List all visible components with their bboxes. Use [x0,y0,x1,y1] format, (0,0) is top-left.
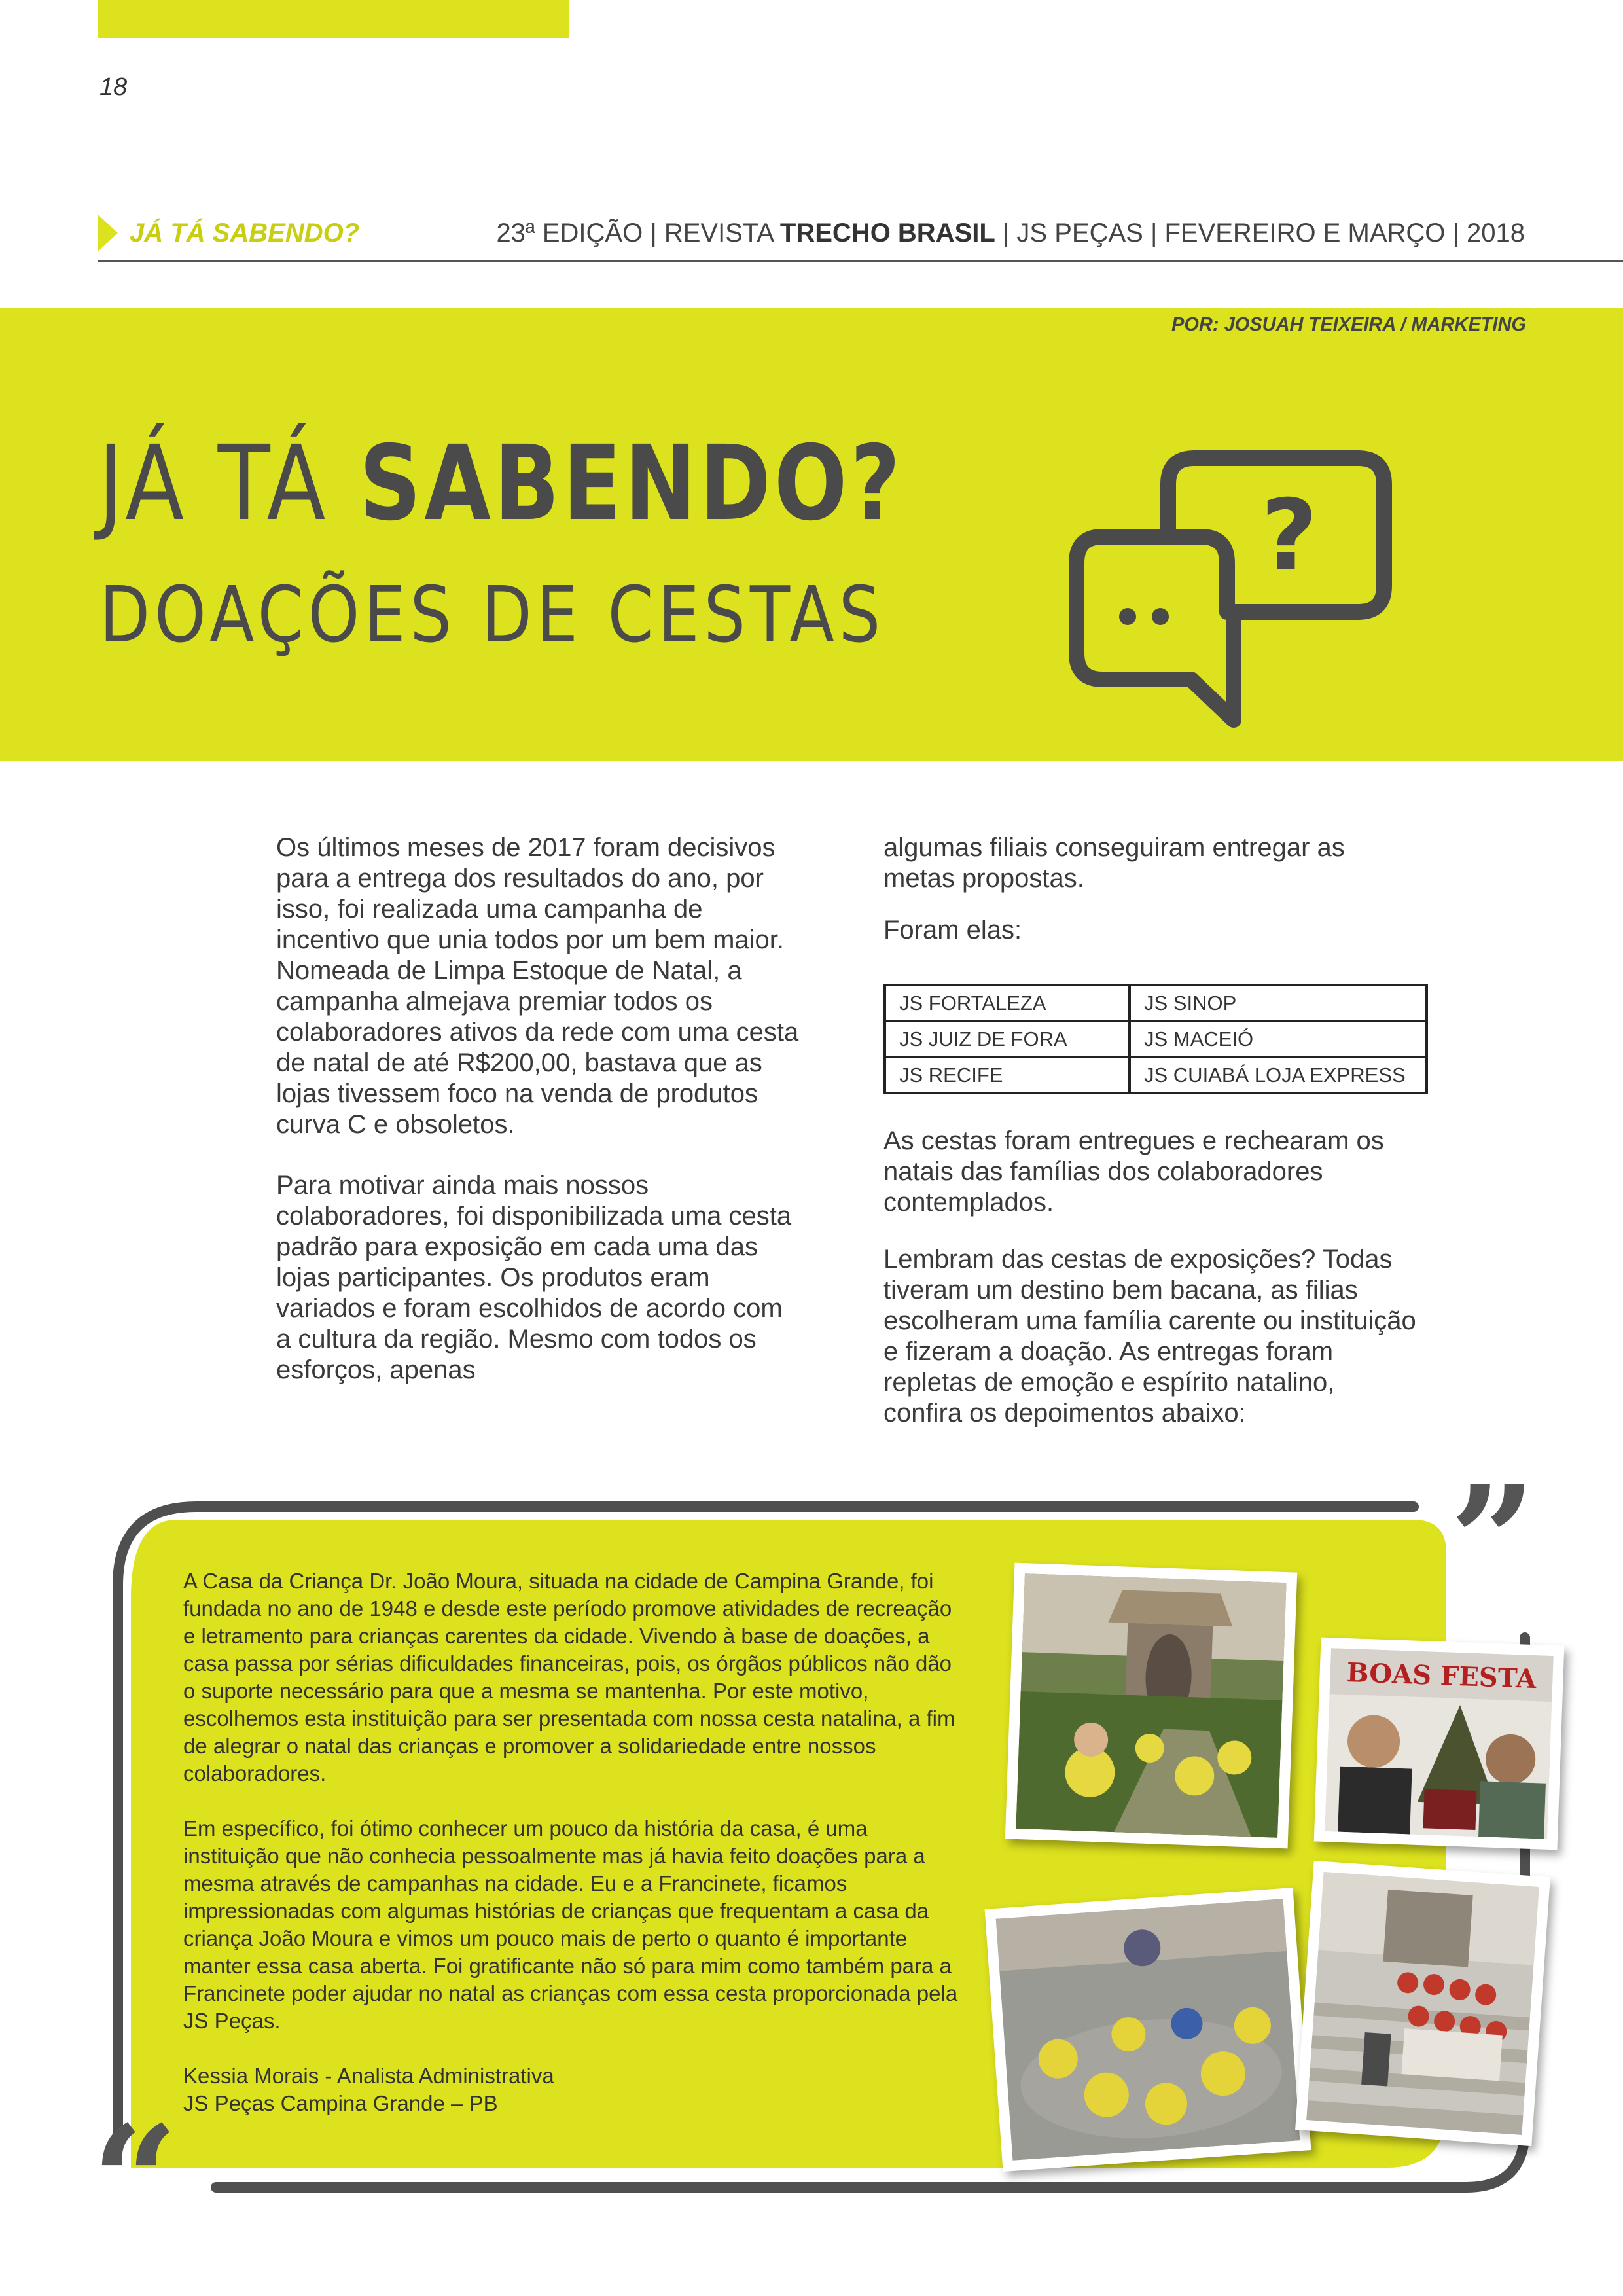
top-accent-bar [98,0,569,38]
article-paragraph: algumas filiais conseguiram entregar as metas propostas. [883,833,1345,893]
page-subtitle: DOAÇÕES DE CESTAS [99,569,885,660]
testimonial-location: JS Peças Campina Grande – PB [183,2091,498,2115]
article-column-right-continued [883,1126,1420,1459]
article-paragraph: Lembram das cestas de exposições? Todas tiveram um destino bem bacana, as filias escolheram uma família carente ou instituição e fizeram a doação. As entregas foram repletas de emoção e espírito natalino, confira os depoimentos abaixo: [883,1245,1416,1427]
table-row [885,1021,1427,1057]
title-light: JÁ TÁ [98,423,359,544]
article-paragraph: Os últimos meses de 2017 foram decisivos para a entrega dos resultados do ano, por isso, foi realizada uma campanha de incentivo que unia todos por um bem maior. Nomeada de Limpa Estoque de Natal, a campanha almejava premiar todos os colaboradores ativos da rede com uma cesta de natal de até R$200,00, bastava que as lojas tivessem foco na venda de produtos curva C e obsoletos. [276,833,799,1139]
article-column-left [276,833,800,1416]
chat-question-icon [1067,439,1394,733]
table-cell: JS JUIZ DE FORA [885,1021,1130,1057]
page-title [98,423,904,544]
header-magazine: TRECHO BRASIL [779,219,995,247]
arrow-icon [98,215,118,251]
article-column-right [883,833,1420,976]
section-tag-label: JÁ TÁ SABENDO? [130,218,360,247]
article-paragraph: Para motivar ainda mais nossos colaboradores, foi disponibilizada uma cesta padrão para exposição em cada uma das lojas participantes. Os produtos eram variados e foram escolhidos de acordo com a cultura da região. Mesmo com todos os esforços, apenas [276,1171,792,1384]
table-cell: JS FORTALEZA [885,985,1130,1021]
testimonial-author: Kessia Morais - Analista Administrativa [183,2064,554,2088]
photo-children-garden [1005,1563,1297,1849]
testimonial-text [183,1568,969,2117]
title-bold: SABENDO? [359,423,904,544]
page-number: 18 [99,73,128,101]
closing-quote-icon: ” [1450,1453,1537,1630]
stores-table [883,984,1428,1094]
svg-text:?: ? [1260,479,1318,593]
table-row [885,1057,1427,1093]
photo-sign-text: BOAS FESTA [1346,1657,1537,1695]
table-row [885,985,1427,1021]
table-cell: JS MACEIÓ [1130,1021,1427,1057]
testimonial-paragraph: A Casa da Criança Dr. João Moura, situada na cidade de Campina Grande, foi fundada no ano de 1948 e desde este período promove atividades de recreação e letramento para crianças carentes da cidade. Vivendo à base de doações, a casa passa por sérias dificuldades financeiras, pois, os órgãos públicos não dão o suporte necessário para que a mesma se mantenha. Por este motivo, escolhemos esta instituição para ser presentada com nossa cesta natalina, a fim de alegrar o natal das crianças e promover a solidariedade entre nossos colaboradores. [183,1569,955,1785]
photo-children-stairs [1295,1861,1550,2146]
photo-children-sitting [985,1888,1311,2172]
table-cell: JS CUIABÁ LOJA EXPRESS [1130,1057,1427,1093]
testimonial-paragraph: Em específico, foi ótimo conhecer um pouco da história da casa, é uma instituição que não conhecia pessoalmente mas já havia feito doações para a mesma através de campanhas na cidade. Eu e a Francinete, ficamos impressionadas com algumas histórias de crianças que frequentam a casa da criança João Moura e vimos um pouco mais de perto o quanto é importante manter essa casa aberta. Foi gratificante não só para mim como também para a Francinete poder ajudar no natal as crianças com essa cesta proporcionada pela JS Peças. [183,1816,958,2033]
header-divider [98,260,1623,262]
photo-women-christmas [1314,1638,1565,1850]
header-rest: | JS PEÇAS | FEVEREIRO E MARÇO | 2018 [995,219,1525,247]
header-info [496,219,1525,248]
byline: POR: JOSUAH TEIXEIRA / MARKETING [1171,314,1526,335]
article-paragraph: As cestas foram entregues e rechearam os natais das famílias dos colaboradores contemplados. [883,1126,1384,1217]
table-cell: JS SINOP [1130,985,1427,1021]
table-cell: JS RECIFE [885,1057,1130,1093]
opening-quote-icon: “ [92,2093,179,2270]
header-edition: 23ª EDIÇÃO | REVISTA [496,219,780,247]
section-tag [98,215,359,251]
article-paragraph: Foram elas: [883,916,1022,944]
